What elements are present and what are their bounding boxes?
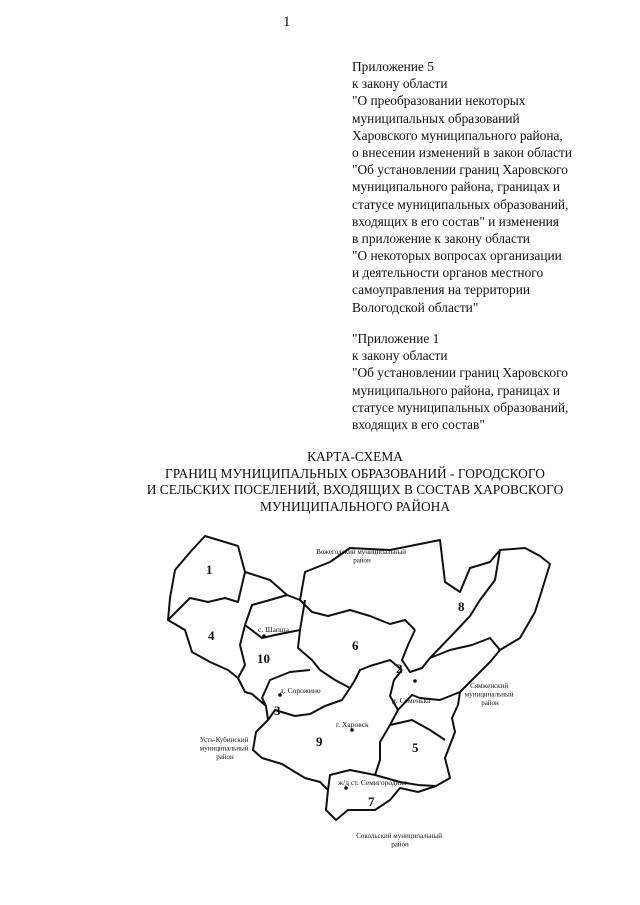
district-map [150,520,570,855]
appendix-5-line: самоуправления на территории [352,282,531,298]
area-number: 6 [352,638,359,653]
appendix-5-block [352,58,572,316]
map-title-line: МУНИЦИПАЛЬНОГО РАЙОНА [259,498,451,514]
appendix-5-line: входящих в его состав" и изменения [352,213,559,229]
map-title [0,449,640,515]
appendix-5-line: "О некоторых вопросах организации [352,248,562,264]
map-title-line: КАРТА-СХЕМА [307,449,403,464]
neighbor-label-sokol [356,832,444,849]
neighbor-label-line: Усть-Кубинский [199,736,249,744]
page-number: 1 [283,14,291,30]
neighbor-label-line: Сокольский муниципальный [356,832,443,840]
appendix-5-line: к закону области [352,76,448,92]
appendix-5-line: "О преобразовании некоторых [352,93,526,109]
area-number: 5 [412,740,419,755]
appendix-5-line: муниципальных образований [352,110,520,126]
appendix-5-line: "Об установлении границ Харовского [352,162,568,178]
neighbor-label-line: муниципальный [199,744,249,753]
appendix-5-line: статусе муниципальных образований, [352,196,569,212]
appendix-1-line: муниципального района, границах и [352,382,560,398]
neighbor-label-line: район [391,840,409,849]
appendix-5-line: Приложение 5 [352,59,434,74]
map-title-line: И СЕЛЬСКИХ ПОСЕЛЕНИЙ, ВХОДЯЩИХ В СОСТАВ ХАРОВСКОГО [146,482,564,497]
appendix-5-line: Вологодской области" [352,299,479,315]
settlement-marker [413,679,417,683]
district-boundary [238,625,245,678]
appendix-1-line: статусе муниципальных образований, [352,399,569,415]
area-number: 4 [208,628,215,643]
neighbor-label-line: муниципальный [464,690,514,699]
area-number: 7 [368,794,375,809]
place-label-semenka: д. Семенька [392,696,431,705]
appendix-1-block [352,330,568,433]
map-title-line: ГРАНИЦ МУНИЦИПАЛЬНЫХ ОБРАЗОВАНИЙ - ГОРОДСКОГО [165,465,545,481]
appendix-1-line: "Приложение 1 [352,331,440,346]
appendix-5-line: и деятельности органов местного [352,265,544,281]
appendix-5-line: Харовского муниципального района, [352,127,563,143]
appendix-1-line: "Об установлении границ Харовского [352,365,568,381]
area-number: 10 [257,651,270,666]
place-label-sorozhino: д. Сорожино [280,686,321,695]
district-boundary [298,630,402,688]
neighbor-label-ust-kubinsky [200,736,250,761]
district-boundary [328,670,402,790]
district-boundary [390,720,445,740]
district-boundary [168,572,245,620]
district-boundary [430,550,500,658]
area-number: 3 [274,703,281,718]
neighbor-label-line: Вожегодский муниципальный [316,548,407,556]
neighbor-label-line: район [481,699,499,707]
settlement-marker [262,634,266,638]
appendix-5-line: о внесении изменений в закон области [352,144,573,160]
appendix-1-line: входящих в его состав" [352,416,485,432]
neighbor-label-line: район [353,556,371,565]
neighbor-label-syamzha [465,682,515,707]
district-boundary [245,595,287,625]
place-label-kharovsk: г. Харовск [336,720,369,729]
neighbor-label-line: район [216,753,234,761]
area-number: 9 [316,734,323,749]
place-label-semigorodnyaya: ж/д ст. Семигородняя [338,778,407,787]
area-number: 2 [396,661,403,676]
district-boundary [300,600,415,630]
appendix-5-line: в приложение к закону области [352,230,530,246]
appendix-5-line: муниципального района, границах и [352,179,560,195]
area-number: 8 [458,599,465,614]
place-label-shapsha: с. Шапша [258,625,289,634]
area-number: 1 [206,562,213,577]
neighbor-label-line: Сямженский [470,682,509,690]
appendix-1-line: к закону области [352,348,448,364]
